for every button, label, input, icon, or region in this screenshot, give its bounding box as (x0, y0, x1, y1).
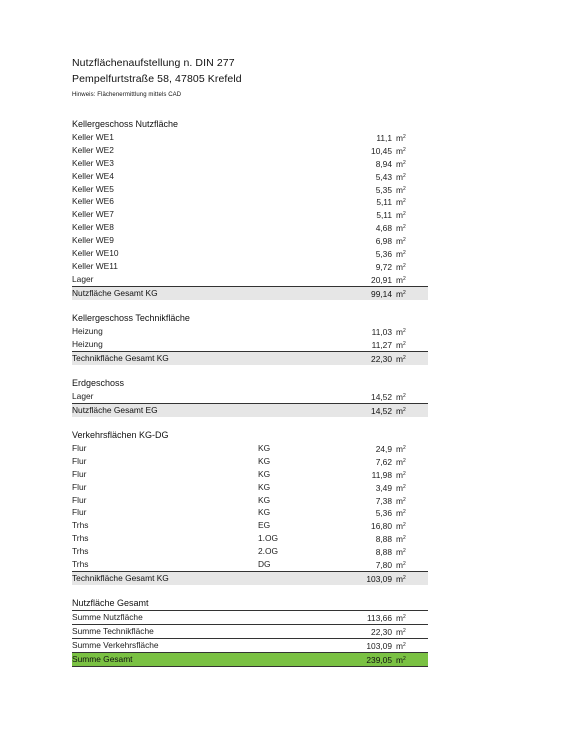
section-total-row (72, 403, 428, 417)
row-value: 16,80 (371, 521, 392, 532)
table-row (72, 234, 428, 247)
table-row (72, 558, 428, 571)
unit-label: $m^2$ (396, 171, 406, 182)
table-row (72, 610, 428, 624)
row-label: Flur (72, 494, 87, 505)
row-level: 2.OG (258, 546, 279, 557)
row-label: Lager (72, 273, 94, 284)
unit-label: $m^2$ (396, 236, 406, 247)
row-label: Trhs (72, 559, 89, 570)
table-row (72, 519, 428, 532)
unit-label: $m^2$ (396, 469, 406, 480)
unit-label: $m^2$ (396, 405, 406, 416)
table-row (72, 157, 428, 170)
unit-label: $m^2$ (396, 456, 406, 467)
unit-label: $m^2$ (396, 444, 406, 454)
row-value: 3,49 (375, 482, 392, 493)
unit-label: $m^2$ (396, 640, 406, 651)
row-value: 5,35 (375, 184, 392, 195)
section-gesamt (72, 597, 428, 667)
unit-label: $m^2$ (396, 392, 406, 402)
unit-label: $m^2$ (396, 184, 406, 195)
row-label: Flur (72, 507, 87, 518)
row-label: Keller WE10 (72, 248, 119, 259)
row-value: 24,9 (375, 444, 392, 454)
row-label: Trhs (72, 520, 89, 531)
table-row (72, 131, 428, 144)
section-title: Kellergeschoss Nutzfläche (72, 119, 179, 129)
unit-label: $m^2$ (396, 261, 406, 272)
total-value: 99,14 (371, 288, 392, 299)
row-level: KG (258, 468, 271, 479)
table-row (72, 481, 428, 494)
table-row (72, 273, 428, 286)
section-total-row (72, 286, 428, 300)
row-value: 8,88 (375, 547, 392, 558)
unit-label: $m^2$ (396, 534, 406, 545)
table-row (72, 183, 428, 196)
row-value: 11,1 (376, 133, 392, 143)
unit-label: $m^2$ (396, 521, 406, 532)
row-value: 6,98 (375, 236, 392, 247)
section-title: Verkehrsflächen KG-DG (72, 430, 169, 440)
unit-label: $m^2$ (396, 210, 406, 221)
table-row (72, 506, 428, 519)
table-row (72, 144, 428, 157)
unit-label: $m^2$ (396, 158, 406, 169)
section-verkehrsflaechen (72, 429, 428, 585)
table-row (72, 545, 428, 558)
row-label: Summe Technikfläche (72, 625, 154, 636)
unit-label: $m^2$ (396, 133, 406, 143)
section-kg-nutzflaeche (72, 118, 428, 300)
table-row (72, 195, 428, 208)
section-kg-technikflaeche (72, 312, 428, 365)
section-rows (72, 390, 428, 403)
row-value: 7,38 (375, 495, 392, 506)
total-value: 103,09 (366, 573, 392, 584)
row-label: Keller WE3 (72, 157, 114, 168)
row-label: Trhs (72, 533, 89, 544)
row-value: 5,43 (375, 171, 392, 182)
unit-label: $m^2$ (396, 547, 406, 558)
row-label: Heizung (72, 326, 103, 336)
unit-label: $m^2$ (396, 495, 406, 506)
unit-label: $m^2$ (396, 654, 406, 665)
table-row (72, 390, 428, 403)
row-value: 20,91 (371, 274, 392, 285)
unit-label: $m^2$ (396, 613, 406, 623)
row-label: Trhs (72, 546, 89, 557)
row-level: KG (258, 455, 271, 466)
row-value: 22,30 (371, 626, 392, 637)
table-row (72, 638, 428, 652)
row-label: Lager (72, 391, 94, 401)
row-value: 7,80 (375, 560, 392, 571)
total-label: Nutzfläche Gesamt KG (72, 287, 158, 298)
table-row (72, 455, 428, 468)
section-rows (72, 442, 428, 571)
row-value: 14,52 (371, 392, 392, 402)
row-label: Keller WE11 (72, 260, 118, 271)
total-label: Technikfläche Gesamt KG (72, 572, 169, 583)
row-level: 1.OG (258, 533, 279, 544)
row-level: KG (258, 443, 271, 453)
unit-label: $m^2$ (396, 288, 406, 299)
grand-total-row (72, 652, 428, 667)
grand-total-label: Summe Gesamt (72, 653, 133, 664)
row-value: 11,03 (371, 327, 392, 337)
table-row (72, 338, 428, 351)
row-label: Flur (72, 443, 87, 453)
table-row (72, 624, 428, 638)
row-value: 5,36 (375, 508, 392, 519)
row-value: 7,62 (375, 456, 392, 467)
row-label: Flur (72, 455, 87, 466)
unit-label: $m^2$ (396, 482, 406, 493)
unit-label: $m^2$ (396, 249, 406, 260)
table-row (72, 260, 428, 273)
unit-label: $m^2$ (396, 626, 406, 637)
row-value: 11,27 (371, 339, 392, 350)
row-label: Flur (72, 481, 87, 492)
row-level: KG (258, 494, 271, 505)
section-title: Kellergeschoss Technikfläche (72, 313, 190, 323)
row-value: 10,45 (371, 145, 392, 156)
row-label: Summe Verkehrsfläche (72, 639, 159, 650)
row-level: EG (258, 520, 271, 531)
unit-label: $m^2$ (396, 274, 406, 285)
row-value: 11,98 (371, 469, 392, 480)
row-label: Keller WE6 (72, 196, 114, 207)
section-title: Nutzfläche Gesamt (72, 598, 149, 608)
table-row (72, 247, 428, 260)
table-row (72, 208, 428, 221)
unit-label: $m^2$ (396, 197, 406, 208)
row-label: Heizung (72, 338, 103, 349)
unit-label: $m^2$ (396, 327, 406, 337)
row-value: 5,11 (376, 197, 392, 208)
table-row (72, 325, 428, 338)
row-label: Keller WE9 (72, 235, 114, 246)
row-label: Keller WE5 (72, 183, 114, 194)
row-level: KG (258, 507, 271, 518)
table-row (72, 468, 428, 481)
row-label: Flur (72, 468, 87, 479)
row-label: Keller WE4 (72, 170, 114, 181)
row-value: 5,11 (376, 210, 392, 221)
table-row (72, 494, 428, 507)
total-value: 22,30 (371, 353, 392, 364)
document-title: Nutzflächenaufstellung n. DIN 277 (72, 57, 235, 69)
unit-label: $m^2$ (396, 560, 406, 571)
section-erdgeschoss (72, 377, 428, 417)
unit-label: $m^2$ (396, 508, 406, 519)
document-note: Hinweis: Flächenermittlung mittels CAD (72, 92, 182, 98)
total-label: Technikfläche Gesamt KG (72, 352, 169, 363)
total-label: Nutzfläche Gesamt EG (72, 404, 158, 415)
document-address: Pempelfurtstraße 58, 47805 Krefeld (72, 73, 242, 85)
unit-label: $m^2$ (396, 573, 406, 584)
row-level: DG (258, 559, 271, 570)
row-label: Keller WE2 (72, 144, 114, 155)
row-value: 9,72 (375, 261, 392, 272)
row-value: 5,36 (375, 249, 392, 260)
row-label: Summe Nutzfläche (72, 612, 143, 622)
section-rows (72, 325, 428, 351)
section-title: Erdgeschoss (72, 378, 125, 388)
total-value: 14,52 (371, 405, 392, 416)
table-row (72, 170, 428, 183)
row-level: KG (258, 481, 271, 492)
row-value: 113,66 (367, 613, 392, 623)
row-value: 103,09 (366, 640, 392, 651)
table-row (72, 221, 428, 234)
unit-label: $m^2$ (396, 145, 406, 156)
section-rows (72, 131, 428, 286)
unit-label: $m^2$ (396, 339, 406, 350)
row-value: 8,88 (375, 534, 392, 545)
row-value: 8,94 (375, 158, 392, 169)
row-label: Keller WE8 (72, 222, 114, 233)
row-label: Keller WE1 (72, 132, 114, 142)
table-row (72, 532, 428, 545)
section-rows (72, 610, 428, 652)
table-row (72, 442, 428, 455)
section-total-row (72, 571, 428, 585)
unit-label: $m^2$ (396, 353, 406, 364)
unit-label: $m^2$ (396, 223, 406, 234)
grand-total-value: 239,05 (366, 654, 392, 665)
row-label: Keller WE7 (72, 209, 114, 220)
row-value: 4,68 (375, 223, 392, 234)
section-total-row (72, 351, 428, 365)
